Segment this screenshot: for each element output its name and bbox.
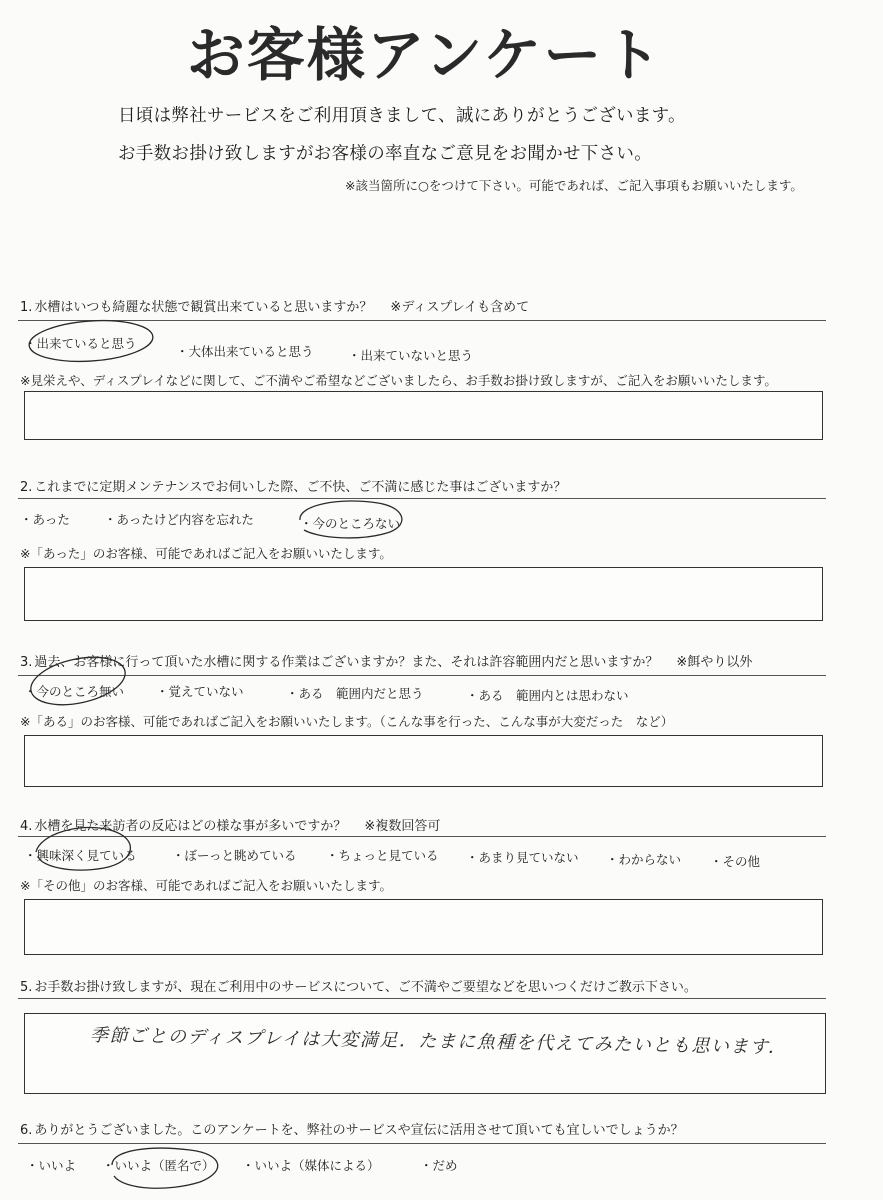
options-row-2 <box>20 510 820 531</box>
option-q2-3[interactable]: ・今のところない <box>300 516 401 531</box>
instruction-note: ※該当箇所に○をつけて下さい。可能であれば、ご記入事項もお願いいたします。 <box>345 178 803 193</box>
option-q6-2[interactable]: ・いいよ（匿名で） <box>102 1158 215 1173</box>
option-q4-1[interactable]: ・興味深く見ている <box>24 848 137 863</box>
question-text: お手数お掛け致しますが、現在ご利用中のサービスについて、ご不満やご要望などを思いつくだけご教示下さい。 <box>34 980 697 995</box>
subnote-2: ※「あった」のお客様、可能であればご記入をお願いいたします。 <box>20 546 392 561</box>
option-q3-2[interactable]: ・覚えていない <box>156 684 244 699</box>
question-number: 6. <box>20 1123 33 1138</box>
option-q1-3[interactable]: ・出来ていないと思う <box>348 348 474 363</box>
option-q3-1[interactable]: ・今のところ無い <box>24 684 125 699</box>
question-number: 5. <box>20 980 33 995</box>
answer-box-3[interactable] <box>24 735 823 787</box>
options-row-4 <box>20 846 820 869</box>
question-text: 過去、お客様に行って頂いた水槽に関する作業はございますか？また、それは許容範囲内だと思いますか？ <box>34 655 659 670</box>
question-note: ※複数回答可 <box>364 819 441 834</box>
answer-box-1[interactable] <box>24 391 823 440</box>
question-text: ありがとうございました。このアンケートを、弊社のサービスや宣伝に活用させて頂いても宜しいでしょうか？ <box>34 1123 684 1138</box>
question-1 <box>20 296 529 315</box>
question-text: これまでに定期メンテナンスでお伺いした際、ご不快、ご不満に感じた事はございますか？ <box>34 480 567 495</box>
question-note: ※ディスプレイも含めて <box>390 300 530 315</box>
question-6 <box>20 1119 684 1138</box>
subnote-3: ※「ある」のお客様、可能であればご記入をお願いいたします。（こんな事を行った、こんな事が大変だった など） <box>20 714 674 729</box>
option-q2-2[interactable]: ・あったけど内容を忘れた <box>104 512 254 527</box>
divider <box>18 498 826 499</box>
subnote-1: ※見栄えや、ディスプレイなどに関して、ご不満やご希望などございましたら、お手数お掛け致しますが、ご記入をお願いいたします。 <box>20 373 777 388</box>
intro-line-2: お手数お掛け致しますがお客様の率直なご意見をお聞かせ下さい。 <box>118 144 652 164</box>
option-q3-3[interactable]: ・ある 範囲内だと思う <box>286 686 424 701</box>
question-4 <box>20 815 440 834</box>
divider <box>18 675 826 676</box>
intro-line-1: 日頃は弊社サービスをご利用頂きまして、誠にありがとうございます。 <box>118 106 686 126</box>
option-q4-6[interactable]: ・その他 <box>710 854 761 869</box>
option-q2-1[interactable]: ・あった <box>20 512 70 527</box>
option-q1-1[interactable]: ・出来ていると思う <box>24 336 137 351</box>
handwritten-answer: 季節ごとのディスプレイは大変満足．たまに魚種を代えてみたいとも思います． <box>89 1025 788 1059</box>
option-q4-5[interactable]: ・わからない <box>606 852 682 867</box>
page-title: お客様アンケート <box>186 21 664 89</box>
option-q3-4[interactable]: ・ある 範囲内とは思わない <box>466 688 629 703</box>
divider <box>18 320 826 321</box>
options-row-3 <box>20 682 820 703</box>
question-number: 1. <box>20 300 33 315</box>
divider <box>18 836 826 837</box>
option-q6-3[interactable]: ・いいよ（媒体による） <box>242 1158 380 1173</box>
option-q6-1[interactable]: ・いいよ <box>26 1158 77 1173</box>
option-q4-4[interactable]: ・あまり見ていない <box>466 850 579 865</box>
options-row-6 <box>20 1156 820 1174</box>
answer-box-2[interactable] <box>24 567 823 621</box>
option-q4-2[interactable]: ・ぼーっと眺めている <box>172 848 297 863</box>
question-5 <box>20 976 697 995</box>
option-q4-3[interactable]: ・ちょっと見ている <box>326 848 439 863</box>
option-q6-4[interactable]: ・だめ <box>420 1158 458 1173</box>
question-2 <box>20 476 584 495</box>
answer-box-4[interactable] <box>24 899 823 955</box>
question-3 <box>20 651 752 670</box>
divider <box>18 998 826 999</box>
options-row-1 <box>20 334 820 363</box>
subnote-4: ※「その他」のお客様、可能であればご記入をお願いいたします。 <box>20 878 392 893</box>
question-note: ※餌やり以外 <box>676 655 753 670</box>
question-number: 4. <box>20 819 33 834</box>
question-number: 2. <box>20 480 33 495</box>
option-q1-2[interactable]: ・大体出来ていると思う <box>176 344 314 359</box>
question-text: 水槽はいつも綺麗な状態で観賞出来ていると思いますか？ <box>34 300 373 315</box>
divider <box>18 1143 826 1144</box>
question-text: 水槽を見た来訪者の反応はどの様な事が多いですか？ <box>34 819 347 834</box>
question-number: 3. <box>20 655 33 670</box>
